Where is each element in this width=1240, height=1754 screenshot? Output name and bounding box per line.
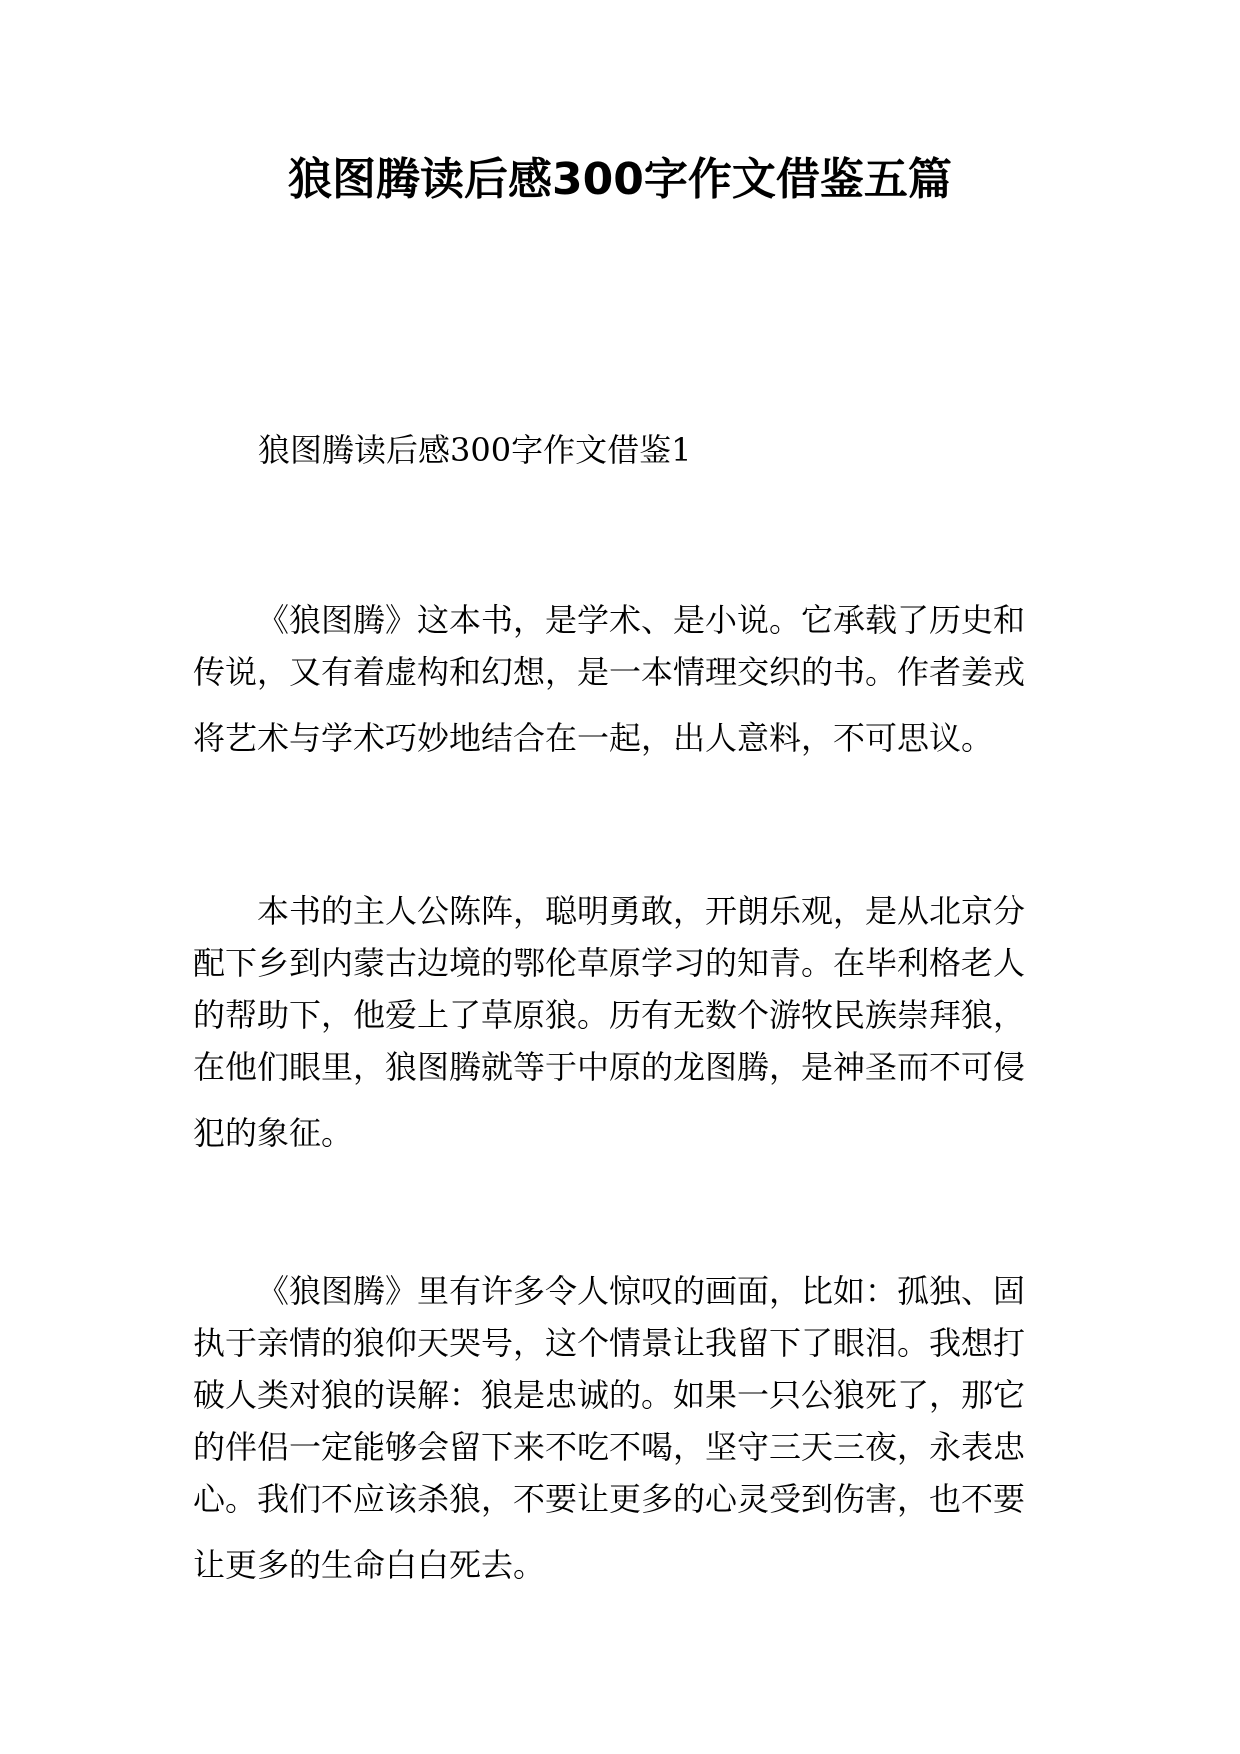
paragraph-line: 《狼图腾》这本书，是学术、是小说。它承载了历史和 <box>257 601 1026 639</box>
paragraph-line: 传说，又有着虚构和幻想，是一本情理交织的书。作者姜戎 <box>193 653 1026 691</box>
paragraph-line: 《狼图腾》里有许多令人惊叹的画面，比如：孤独、固 <box>257 1272 1026 1310</box>
paragraph-line: 在他们眼里，狼图腾就等于中原的龙图腾，是神圣而不可侵 <box>193 1048 1026 1086</box>
paragraph-3 <box>193 1265 1053 1591</box>
paragraph-line: 执于亲情的狼仰天哭号，这个情景让我留下了眼泪。我想打 <box>193 1324 1026 1362</box>
paragraph-2 <box>193 885 1053 1159</box>
paragraph-line: 心。我们不应该杀狼，不要让更多的心灵受到伤害，也不要 <box>193 1480 1026 1518</box>
paragraph-line: 的伴侣一定能够会留下来不吃不喝，坚守三天三夜，永表忠 <box>193 1428 1026 1466</box>
paragraph-line: 的帮助下，他爱上了草原狼。历有无数个游牧民族崇拜狼， <box>193 996 1026 1034</box>
paragraph-line: 让更多的生命白白死去。 <box>193 1546 546 1584</box>
paragraph-line: 破人类对狼的误解：狼是忠诚的。如果一只公狼死了，那它 <box>193 1376 1026 1414</box>
paragraph-line: 配下乡到内蒙古边境的鄂伦草原学习的知青。在毕利格老人 <box>193 944 1026 982</box>
paragraph-line: 将艺术与学术巧妙地结合在一起，出人意料，不可思议。 <box>193 719 994 757</box>
section-heading: 狼图腾读后感300字作文借鉴1 <box>258 431 692 469</box>
paragraph-line: 本书的主人公陈阵，聪明勇敢，开朗乐观，是从北京分 <box>257 892 1026 930</box>
paragraph-line: 犯的象征。 <box>193 1114 354 1152</box>
paragraph-1 <box>193 594 1053 764</box>
document-title: 狼图腾读后感300字作文借鉴五篇 <box>288 154 952 205</box>
